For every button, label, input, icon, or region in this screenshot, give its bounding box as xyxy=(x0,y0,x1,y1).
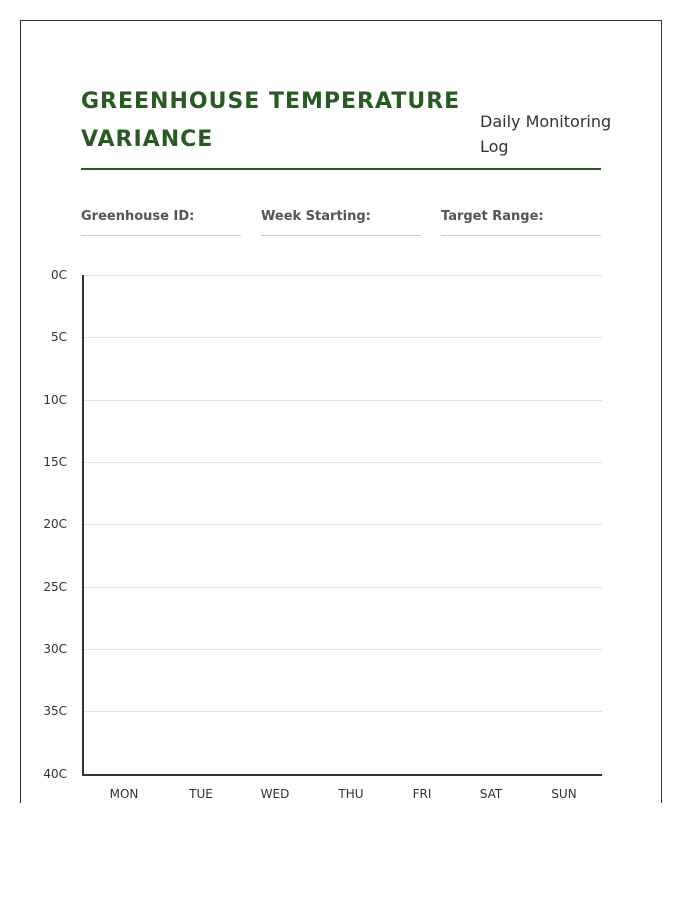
gridline xyxy=(83,524,602,525)
page-title: GREENHOUSE TEMPERATURE VARIANCE xyxy=(81,89,461,152)
y-tick-label: 30C xyxy=(43,642,67,656)
gridline xyxy=(83,711,602,712)
y-tick-label: 0C xyxy=(50,268,67,282)
gridline xyxy=(83,587,602,588)
title-divider xyxy=(81,168,601,170)
x-axis xyxy=(82,774,602,776)
week-starting-label: Week Starting: xyxy=(261,209,371,224)
y-tick-label: 10C xyxy=(43,393,67,407)
y-tick-label: 35C xyxy=(43,704,67,718)
y-axis xyxy=(82,275,84,776)
greenhouse-id-field[interactable] xyxy=(81,209,241,236)
y-tick-label: 25C xyxy=(43,580,67,594)
gridline xyxy=(83,462,602,463)
x-tick-label: WED xyxy=(260,787,290,801)
y-tick-label: 5C xyxy=(50,330,67,344)
x-tick-label: FRI xyxy=(412,787,432,801)
target-range-label: Target Range: xyxy=(441,209,544,224)
x-tick-label: SAT xyxy=(479,787,503,801)
x-tick-label: SUN xyxy=(551,787,577,801)
x-tick-label: TUE xyxy=(189,787,213,801)
x-tick-label: MON xyxy=(109,787,139,801)
gridline xyxy=(83,275,602,276)
gridline xyxy=(83,400,602,401)
log-sheet xyxy=(20,20,662,803)
y-tick-label: 40C xyxy=(43,767,67,781)
y-tick-label: 20C xyxy=(43,517,67,531)
greenhouse-id-label: Greenhouse ID: xyxy=(81,209,195,224)
target-range-field[interactable] xyxy=(441,209,601,236)
x-tick-label: THU xyxy=(338,787,364,801)
week-starting-field[interactable] xyxy=(261,209,421,236)
y-tick-label: 15C xyxy=(43,455,67,469)
gridline xyxy=(83,337,602,338)
page-subtitle: Daily Monitoring Log xyxy=(480,112,612,156)
gridline xyxy=(83,649,602,650)
